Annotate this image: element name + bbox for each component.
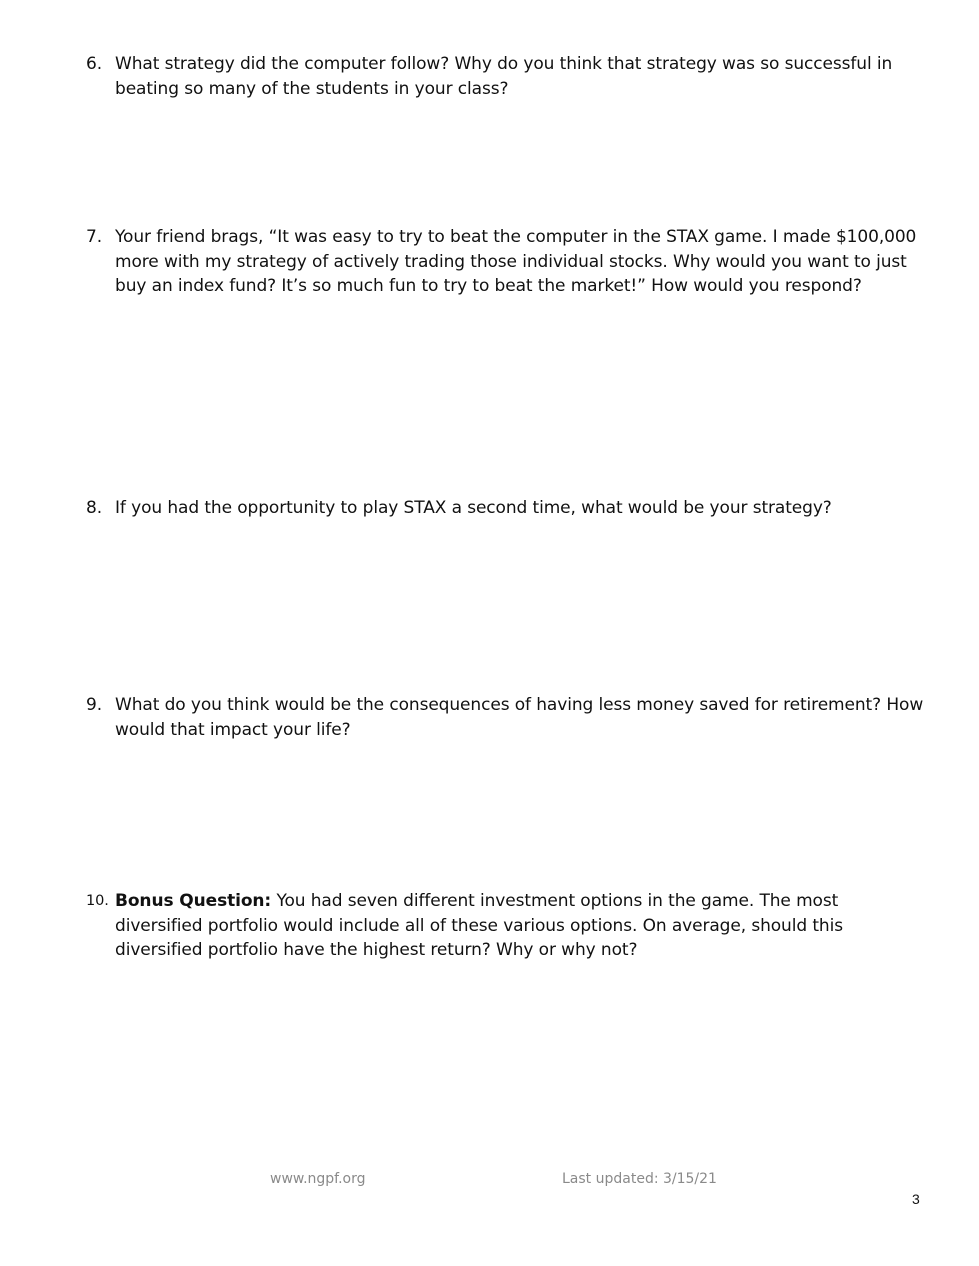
question-number: 6. (86, 54, 103, 74)
question-text: Your friend brags, “It was easy to try to beat the computer in the STAX game. I made $100,000 more with my strategy of actively trading those individual stocks. Why would you want to just buy an index fund? It’s so much fun to try to beat the market!” How would you respond? (115, 227, 917, 296)
question-text (115, 889, 926, 963)
question-7 (86, 225, 926, 299)
footer-website-link[interactable]: www.ngpf.org (270, 1171, 366, 1187)
question-8 (86, 496, 926, 521)
bonus-label: Bonus Question: (115, 891, 272, 911)
question-6 (86, 52, 926, 101)
question-number: 7. (86, 227, 103, 247)
question-text: What strategy did the computer follow? Why do you think that strategy was so successful in beating so many of the students in your class? (115, 54, 893, 99)
question-9 (86, 693, 926, 742)
bonus-question-body: You had seven different investment options in the game. The most diversified portfolio would include all of these various options. On average, should this diversified portfolio have the highest return? Why or why not? (115, 891, 843, 960)
question-text: What do you think would be the consequences of having less money saved for retirement? How would that impact your life? (115, 695, 924, 740)
footer-last-updated: Last updated: 3/15/21 (562, 1171, 717, 1187)
question-10-bonus (86, 889, 926, 963)
question-number: 9. (86, 695, 103, 715)
page-number: 3 (912, 1191, 920, 1207)
question-text: If you had the opportunity to play STAX a second time, what would be your strategy? (115, 498, 832, 518)
question-number: 10. (86, 893, 109, 909)
question-number: 8. (86, 498, 103, 518)
